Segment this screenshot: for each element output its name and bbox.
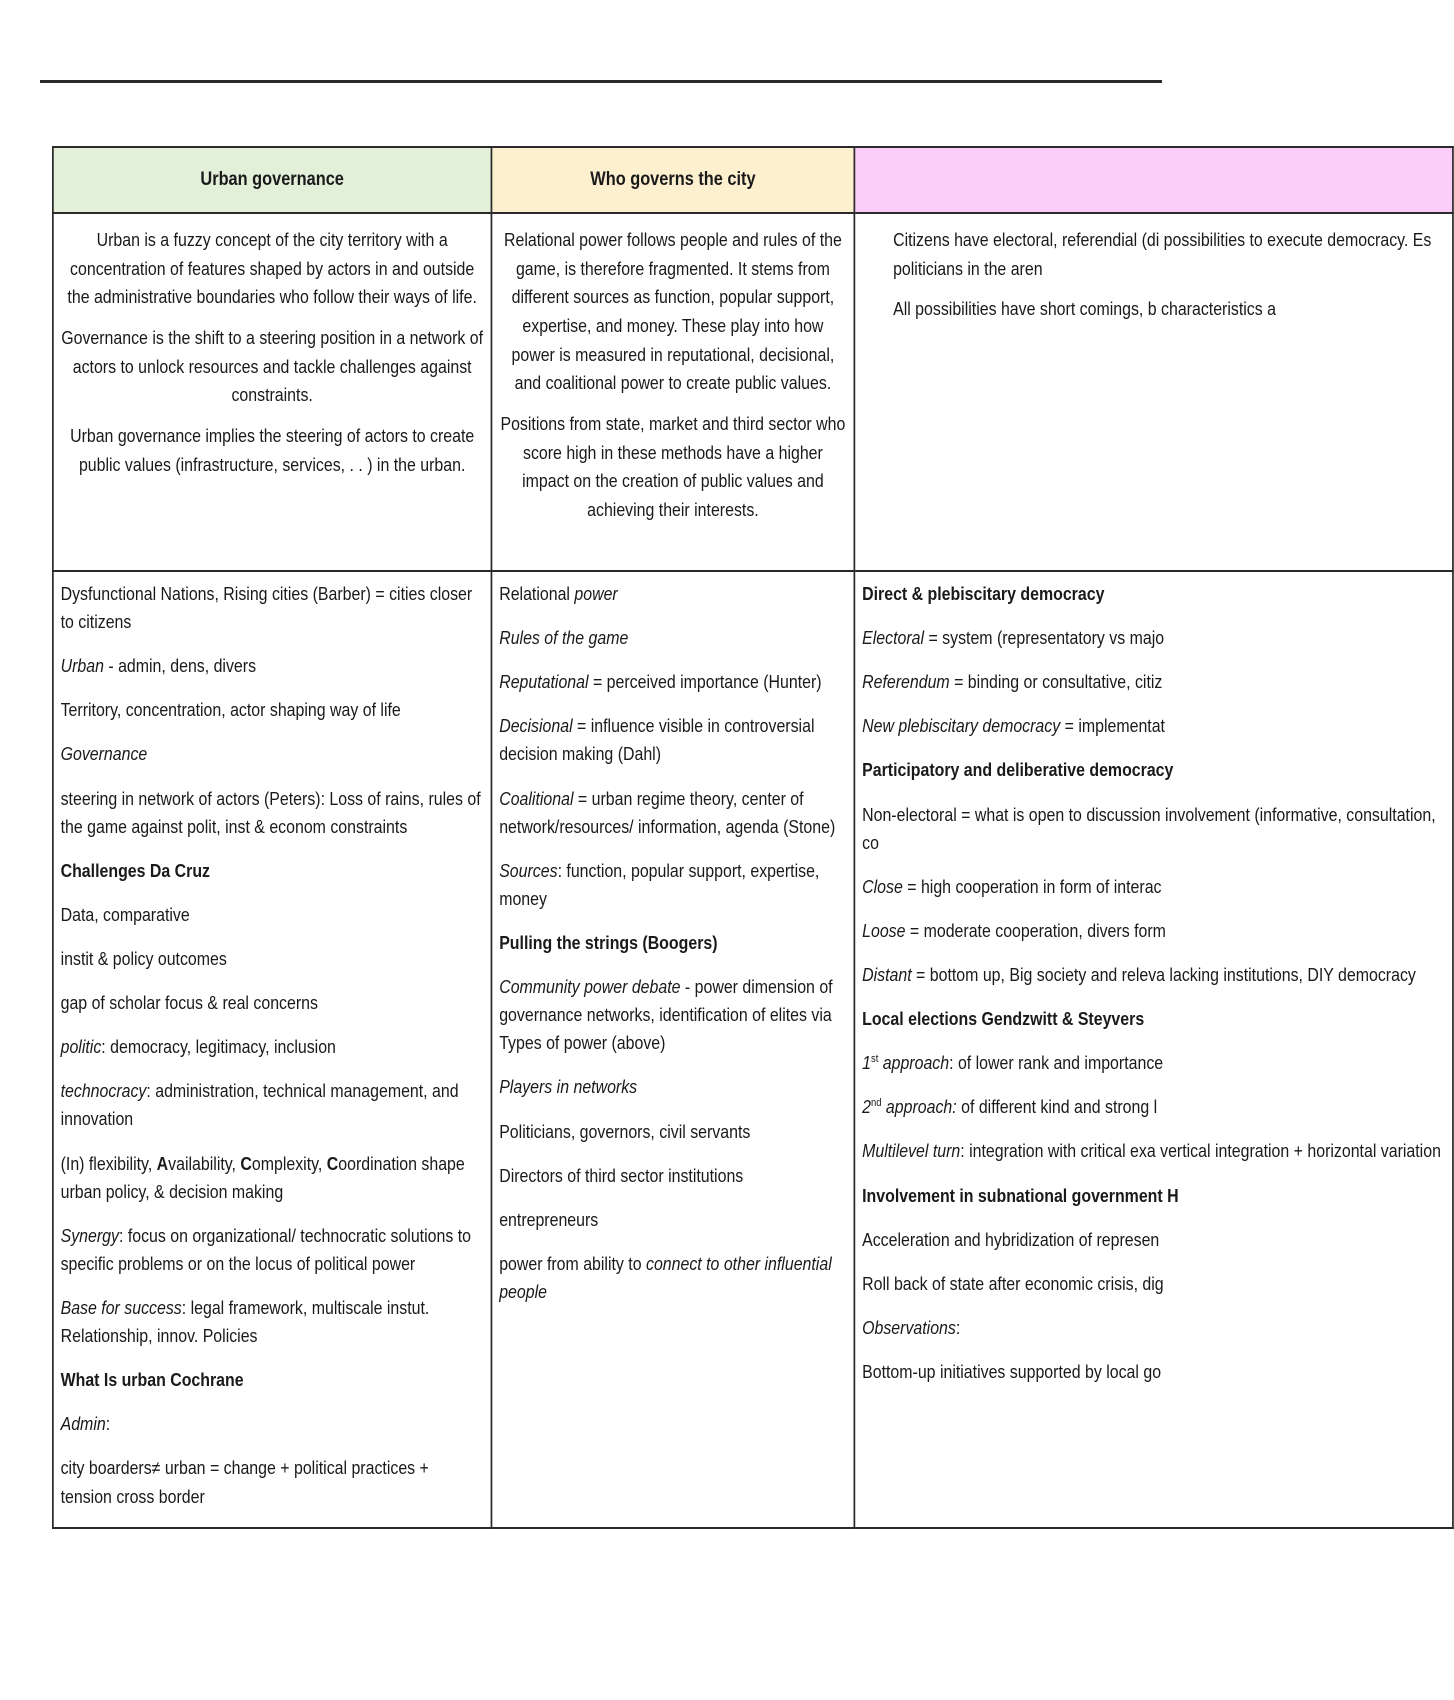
note-line	[61, 580, 484, 636]
note-term: Community power debate	[499, 976, 681, 998]
note-text: entrepreneurs	[499, 1208, 599, 1230]
note-term: Rules of the game	[499, 627, 629, 649]
note-term: Electoral	[862, 627, 925, 649]
note-text: = perceived importance (Hunter)	[588, 671, 822, 693]
note-term: Coalitional	[499, 787, 574, 809]
note-text: - power dimension of governance networks, identification of elites via Types of power (above)	[499, 976, 833, 1054]
note-line	[499, 1162, 846, 1190]
note-line	[499, 1118, 846, 1146]
summary-cell-1	[53, 213, 492, 571]
note-term: Loose	[862, 919, 906, 941]
note-text: : legal framework, multiscale instut. Relationship, innov. Policies	[60, 1296, 430, 1347]
note-line	[61, 945, 484, 973]
header-who-governs: Who governs the city	[491, 147, 854, 213]
note-line	[61, 696, 484, 724]
note-heading: Local elections Gendzwitt & Steyvers	[862, 1008, 1145, 1030]
note-text: = influence visible in controversial decision making (Dahl)	[499, 715, 815, 765]
note-heading: Challenges Da Cruz	[60, 859, 211, 881]
note-line	[862, 1137, 1445, 1165]
note-text: Acceleration and hybridization of represen	[862, 1228, 1160, 1250]
note-text: = urban regime theory, center of network/resources/ information, agenda (Stone)	[499, 787, 836, 837]
note-line	[862, 624, 1445, 652]
note-heading: Participatory and deliberative democracy	[862, 759, 1174, 781]
note-term: connect to other influential people	[499, 1252, 832, 1302]
note-text: Bottom-up initiatives supported by local go	[862, 1360, 1162, 1382]
note-term: Governance	[60, 743, 148, 765]
note-term: approach	[878, 1052, 950, 1074]
note-line	[862, 1226, 1445, 1254]
note-text: Data, comparative	[60, 903, 190, 925]
header-third-column	[854, 147, 1453, 213]
note-term: 2	[862, 1096, 871, 1118]
note-text: = high cooperation in form of interac	[902, 875, 1162, 897]
summary-cell-3	[854, 213, 1453, 571]
note-text: Politicians, governors, civil servants	[499, 1120, 751, 1142]
note-term: Players in networks	[499, 1076, 638, 1098]
note-line	[499, 857, 846, 913]
note-term: Observations	[862, 1316, 956, 1338]
note-line	[61, 989, 484, 1017]
note-line	[499, 624, 846, 652]
note-term: Multilevel turn	[862, 1140, 961, 1162]
note-text: = binding or consultative, citiz	[949, 671, 1163, 693]
top-rule	[40, 80, 1162, 83]
header-urban-governance: Urban governance	[53, 147, 492, 213]
note-text: Relational	[499, 583, 575, 604]
note-line	[862, 1358, 1445, 1386]
note-text: steering in network of actors (Peters): Loss of rains, rules of the game against polit, inst & econom constraints	[60, 787, 481, 837]
note-line	[862, 1049, 1445, 1077]
note-line	[61, 1077, 484, 1133]
note-text: Dysfunctional Nations, Rising cities (Barber) = cities closer to citizens	[60, 583, 473, 633]
note-text: Non-electoral = what is open to discussion involvement (informative, consultation, co	[862, 803, 1436, 853]
note-text: = system (representatory vs majo	[924, 627, 1165, 649]
note-line	[61, 1454, 484, 1510]
note-line	[499, 973, 846, 1057]
note-text: : democracy, legitimacy, inclusion	[101, 1036, 336, 1058]
note-heading: Pulling the strings (Boogers)	[499, 931, 718, 953]
notes-cell-1	[53, 571, 492, 1528]
note-initial: C	[326, 1152, 339, 1174]
note-text: : integration with critical exa vertical integration + horizontal variation	[960, 1140, 1441, 1162]
note-text: of different kind and strong l	[956, 1096, 1158, 1118]
note-text: = implementat	[1060, 715, 1165, 737]
note-term: Decisional	[499, 715, 573, 737]
note-text: : focus on organizational/ technocratic solutions to specific problems or on the locus of political power	[60, 1224, 471, 1274]
note-line	[862, 668, 1445, 696]
notes-table	[52, 146, 1454, 1529]
note-line	[499, 668, 846, 696]
notes-cell-3	[854, 571, 1453, 1528]
summary-paragraph: Positions from state, market and third sector who score high in these methods have a higher impact on the creation of public values and achieving their interests.	[500, 413, 846, 521]
summary-cell-2	[491, 213, 854, 571]
note-line	[862, 1314, 1445, 1342]
note-line	[499, 1206, 846, 1234]
note-line	[862, 801, 1445, 857]
note-line	[862, 1270, 1445, 1298]
note-heading: Direct & plebiscitary democracy	[862, 583, 1105, 604]
summary-paragraph: Citizens have electoral, referendial (di possibilities to execute democracy. Es politicians in the aren	[893, 229, 1432, 279]
note-text: : of lower rank and importance	[949, 1052, 1164, 1074]
note-text: instit & policy outcomes	[60, 947, 227, 969]
summary-paragraph: Governance is the shift to a steering position in a network of actors to unlock resources and tackle challenges against constraints.	[61, 327, 484, 406]
note-text: oordination shape urban policy, & decision making	[60, 1152, 465, 1202]
note-line	[499, 785, 846, 841]
note-term: Urban	[60, 655, 104, 677]
note-term: technocracy	[60, 1080, 147, 1102]
note-line	[61, 785, 484, 841]
notes-table-container	[52, 146, 1441, 1700]
note-text: power from ability to	[499, 1252, 646, 1274]
note-heading: Involvement in subnational government H	[862, 1184, 1179, 1206]
note-heading: What Is urban Cochrane	[60, 1369, 244, 1391]
note-text: = moderate cooperation, divers form	[905, 919, 1166, 941]
note-text: Territory, concentration, actor shaping way of life	[60, 699, 401, 721]
note-line	[61, 740, 484, 768]
note-term: New plebiscitary democracy	[862, 715, 1061, 737]
note-text: Roll back of state after economic crisis, dig	[862, 1272, 1164, 1294]
note-line	[499, 1250, 846, 1306]
note-term: Reputational	[499, 671, 589, 693]
summary-paragraph: All possibilities have short comings, b characteristics a	[893, 298, 1276, 320]
note-line	[499, 712, 846, 768]
note-term: Synergy	[60, 1224, 119, 1246]
note-text: : administration, technical management, and innovation	[60, 1080, 459, 1130]
note-term: Admin	[60, 1413, 106, 1435]
note-term: politic	[60, 1036, 102, 1058]
note-text: :	[105, 1413, 111, 1435]
note-term: Distant	[862, 963, 912, 985]
note-line	[499, 1073, 846, 1101]
note-line	[862, 1093, 1445, 1121]
note-term: power	[574, 583, 618, 604]
note-line	[862, 873, 1445, 901]
note-line	[862, 712, 1445, 740]
note-term: Base for success	[60, 1296, 182, 1318]
note-text: city boarders≠ urban = change + political practices + tension cross border	[60, 1457, 429, 1507]
note-line	[61, 652, 484, 680]
note-line	[61, 1294, 484, 1350]
note-line	[61, 1150, 484, 1206]
summary-paragraph: Urban governance implies the steering of actors to create public values (infrastructure, services, . . ) in the urban.	[70, 425, 475, 475]
summary-paragraph: Relational power follows people and rules of the game, is therefore fragmented. It stems from different sources as function, popular support, expertise, and money. These play into how power is measured in reputational, decisional, and coalitional power to create public values.	[503, 229, 842, 394]
note-term: Sources	[499, 859, 558, 881]
note-term: 1	[862, 1052, 871, 1074]
notes-cell-2	[491, 571, 854, 1528]
ordinal-suffix: nd	[870, 1097, 882, 1110]
note-term: Close	[862, 875, 903, 897]
note-initial: A	[156, 1152, 169, 1174]
note-line	[862, 961, 1445, 989]
note-line	[61, 901, 484, 929]
note-text: (In) flexibility,	[60, 1152, 157, 1174]
note-text: :	[955, 1316, 961, 1338]
note-text: : function, popular support, expertise, money	[499, 859, 820, 909]
note-term: approach:	[881, 1096, 957, 1118]
note-line	[61, 1410, 484, 1438]
ordinal-suffix: st	[870, 1053, 879, 1066]
note-text: - admin, dens, divers	[103, 655, 257, 677]
note-text: Directors of third sector institutions	[499, 1164, 744, 1186]
note-line	[61, 1033, 484, 1061]
note-line	[499, 580, 846, 608]
summary-paragraph: Urban is a fuzzy concept of the city territory with a concentration of features shaped by actors in and outside the administrative boundaries who follow their ways of life.	[67, 229, 477, 308]
note-text: gap of scholar focus & real concerns	[60, 992, 318, 1014]
note-text: = bottom up, Big society and releva lacking institutions, DIY democracy	[911, 963, 1416, 985]
note-initial: C	[240, 1152, 252, 1174]
note-text: omplexity,	[251, 1152, 327, 1174]
note-line	[862, 917, 1445, 945]
note-term: Referendum	[862, 671, 950, 693]
note-text: vailability,	[168, 1152, 241, 1174]
note-line	[61, 1222, 484, 1278]
